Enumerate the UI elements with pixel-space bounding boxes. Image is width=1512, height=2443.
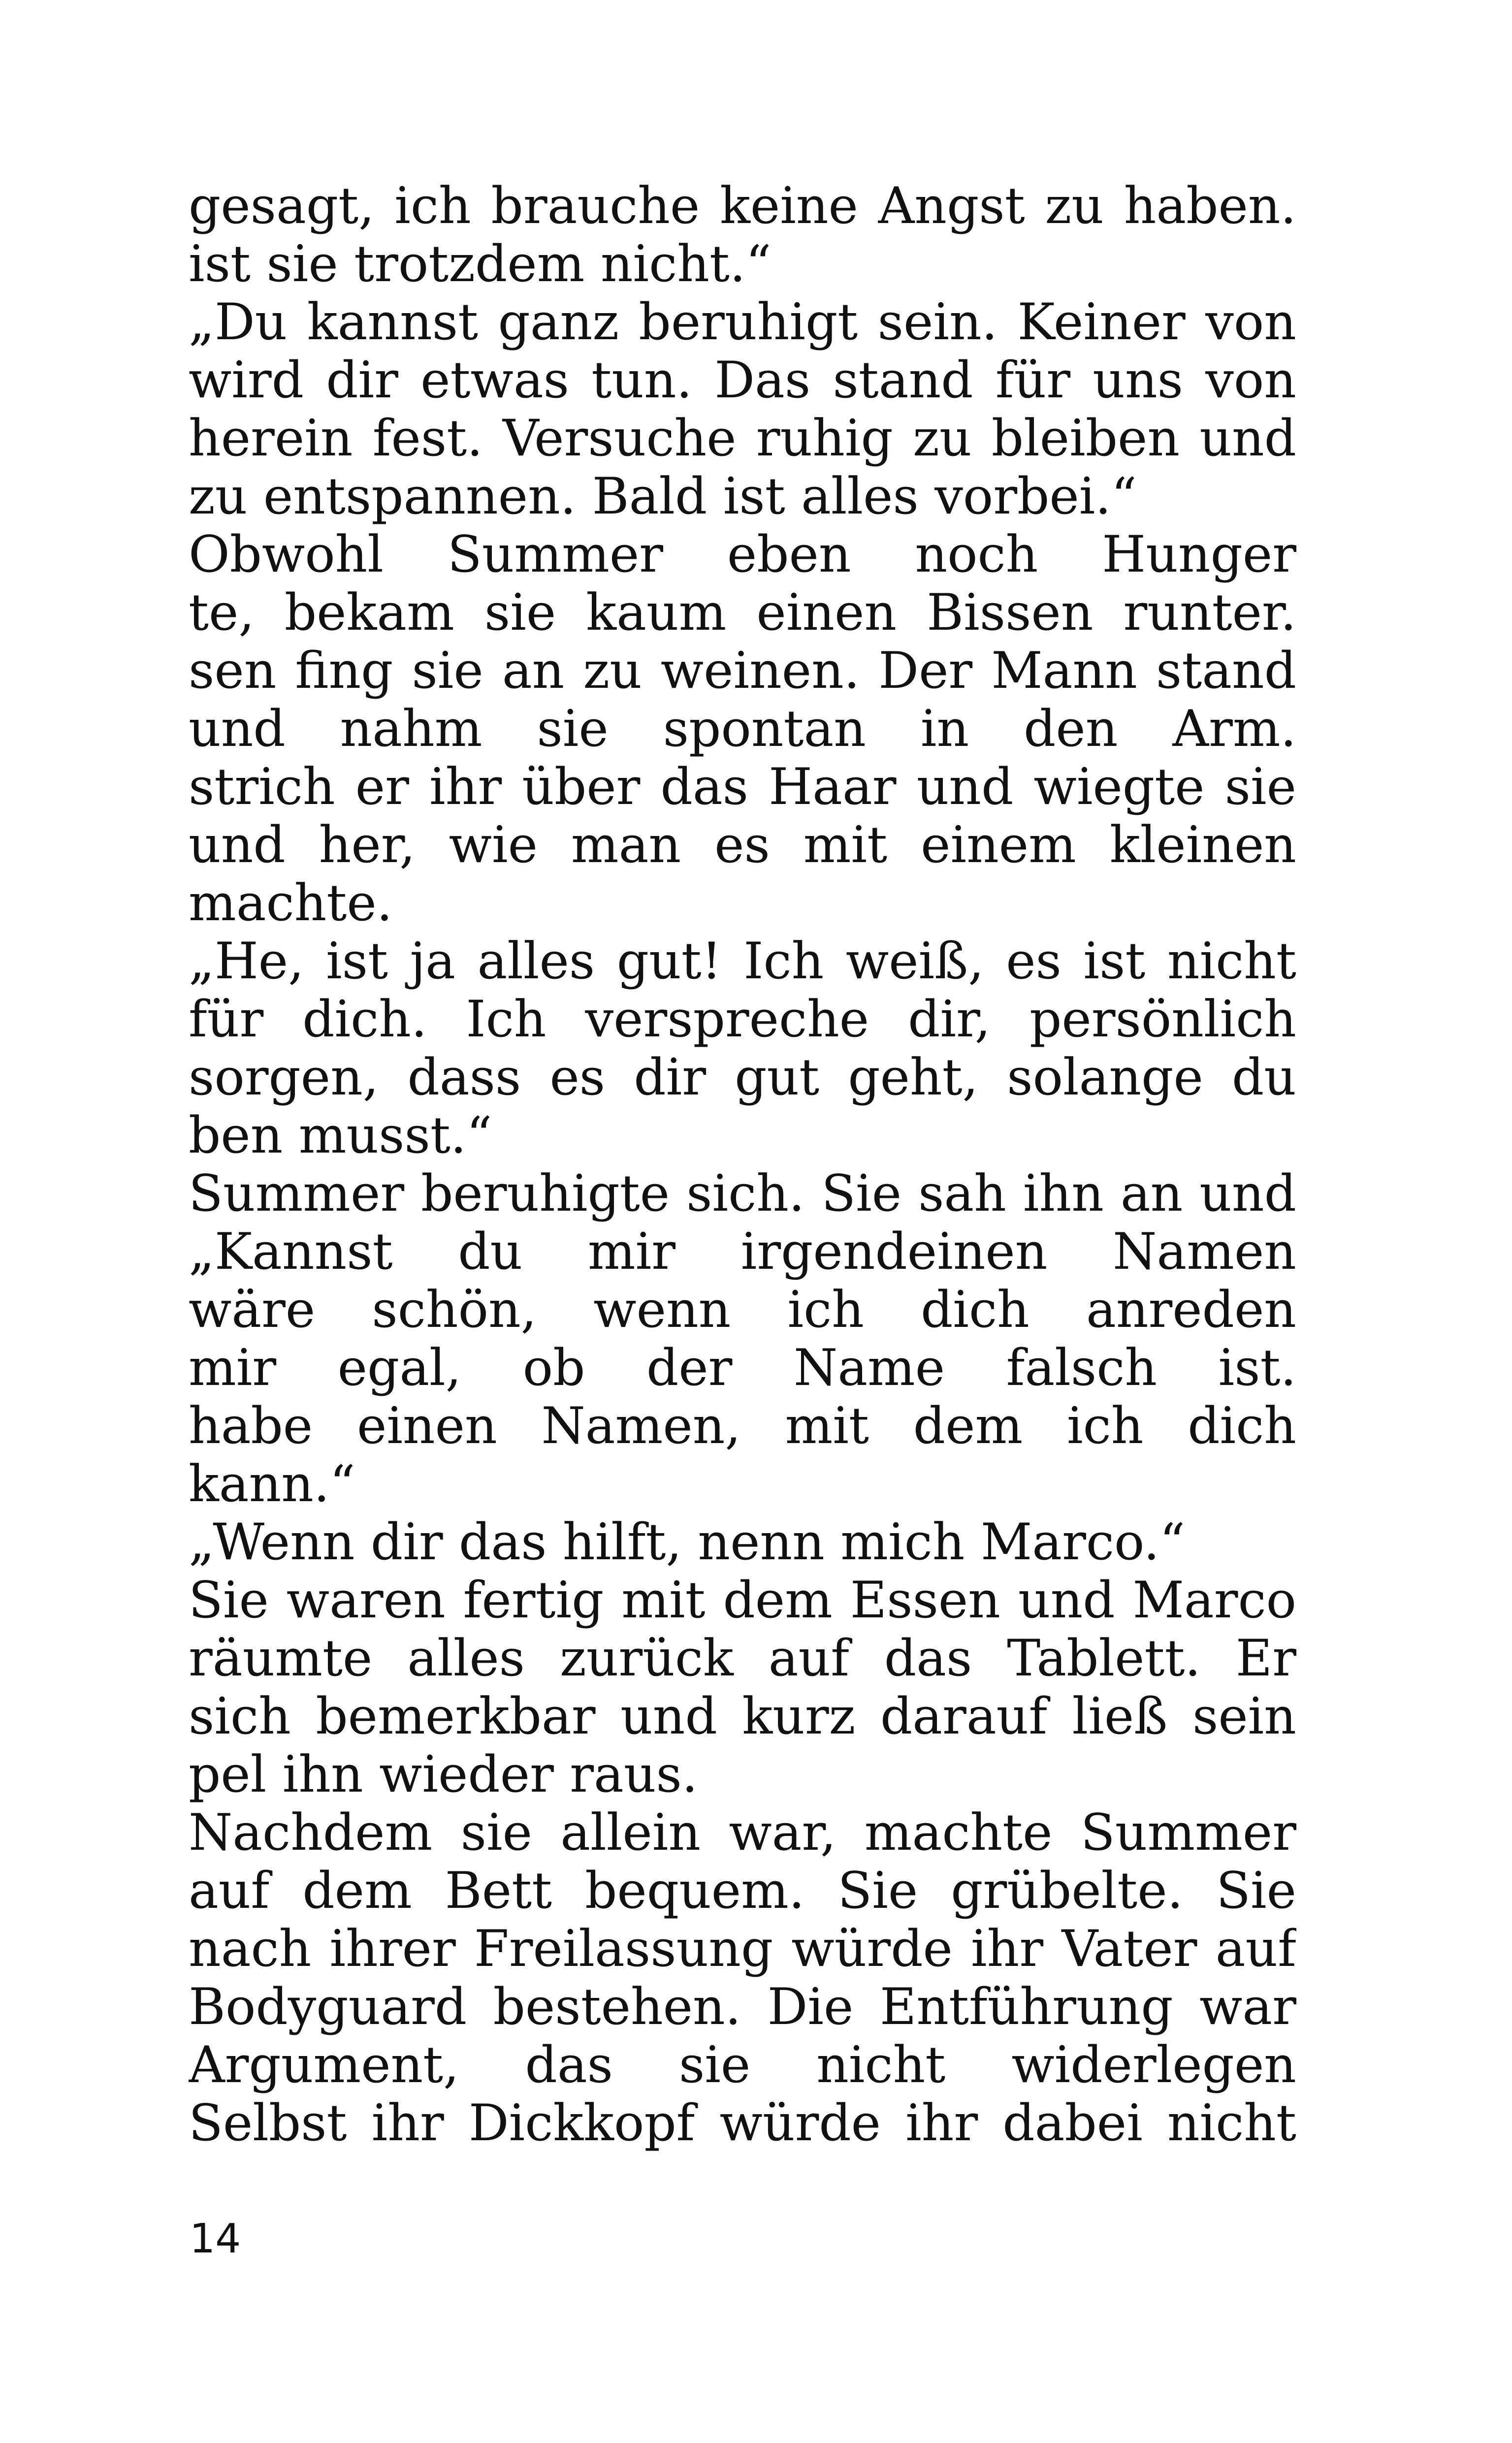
text-line: pel ihn wieder raus. xyxy=(189,1745,698,1804)
text-line: Summer beruhigte sich. Sie sah ihn an und xyxy=(189,1165,1296,1223)
text-line: auf dem Bett bequem. Sie grübelte. Sie xyxy=(189,1862,1296,1920)
text-line: Bodyguard bestehen. Die Entführung war xyxy=(189,1978,1296,2036)
text-line: sich bemerkbar und kurz darauf ließ sein xyxy=(189,1688,1296,1746)
text-line: habe einen Namen, mit dem ich dich xyxy=(189,1397,1296,1455)
text-line: und her, wie man es mit einem kleinen xyxy=(189,816,1296,874)
text-line: gesagt, ich brauche keine Angst zu haben. xyxy=(189,177,1296,235)
text-line: strich er ihr über das Haar und wiegte sie xyxy=(189,758,1296,816)
text-line: mir egal, ob der Name falsch ist. xyxy=(189,1339,1296,1397)
text-line: machte. xyxy=(189,874,393,932)
text-line: herein fest. Versuche ruhig zu bleiben und xyxy=(189,410,1296,468)
text-line: Nachdem sie allein war, machte Summer xyxy=(189,1804,1296,1862)
text-line: sorgen, dass es dir gut geht, solange du xyxy=(189,1049,1296,1107)
text-line: Obwohl Summer eben noch Hunger xyxy=(189,526,1296,584)
text-line: Selbst ihr Dickkopf würde ihr dabei nicht xyxy=(189,2094,1296,2153)
text-line: ben musst.“ xyxy=(189,1106,492,1165)
text-line: „He, ist ja alles gut! Ich weiß, es ist nicht xyxy=(189,932,1296,991)
text-line: kann.“ xyxy=(189,1455,355,1513)
text-line: „Du kannst ganz beruhigt sein. Keiner von xyxy=(189,293,1296,352)
text-line: Argument, das sie nicht widerlegen xyxy=(189,2036,1296,2094)
text-line: ist sie trotzdem nicht.“ xyxy=(189,235,772,293)
text-line: räumte alles zurück auf das Tablett. Er xyxy=(189,1630,1296,1688)
text-line: „Kannst du mir irgendeinen Namen xyxy=(189,1223,1296,1281)
text-line: nach ihrer Freilassung würde ihr Vater auf xyxy=(189,1920,1296,1978)
body-text xyxy=(189,177,1296,2153)
text-line: für dich. Ich verspreche dir, persönlich xyxy=(189,991,1296,1049)
text-line: wäre schön, wenn ich dich anreden xyxy=(189,1281,1296,1339)
page-number: 14 xyxy=(190,2216,241,2262)
text-line: wird dir etwas tun. Das stand für uns von xyxy=(189,352,1296,410)
text-line: te, bekam sie kaum einen Bissen runter. xyxy=(189,584,1296,642)
text-line: und nahm sie spontan in den Arm. xyxy=(189,700,1296,758)
text-line: „Wenn dir das hilft, nenn mich Marco.“ xyxy=(189,1513,1186,1572)
text-line: zu entspannen. Bald ist alles vorbei.“ xyxy=(189,467,1137,526)
text-line: sen fing sie an zu weinen. Der Mann stand xyxy=(189,642,1296,700)
text-line: Sie waren fertig mit dem Essen und Marco xyxy=(189,1572,1296,1630)
